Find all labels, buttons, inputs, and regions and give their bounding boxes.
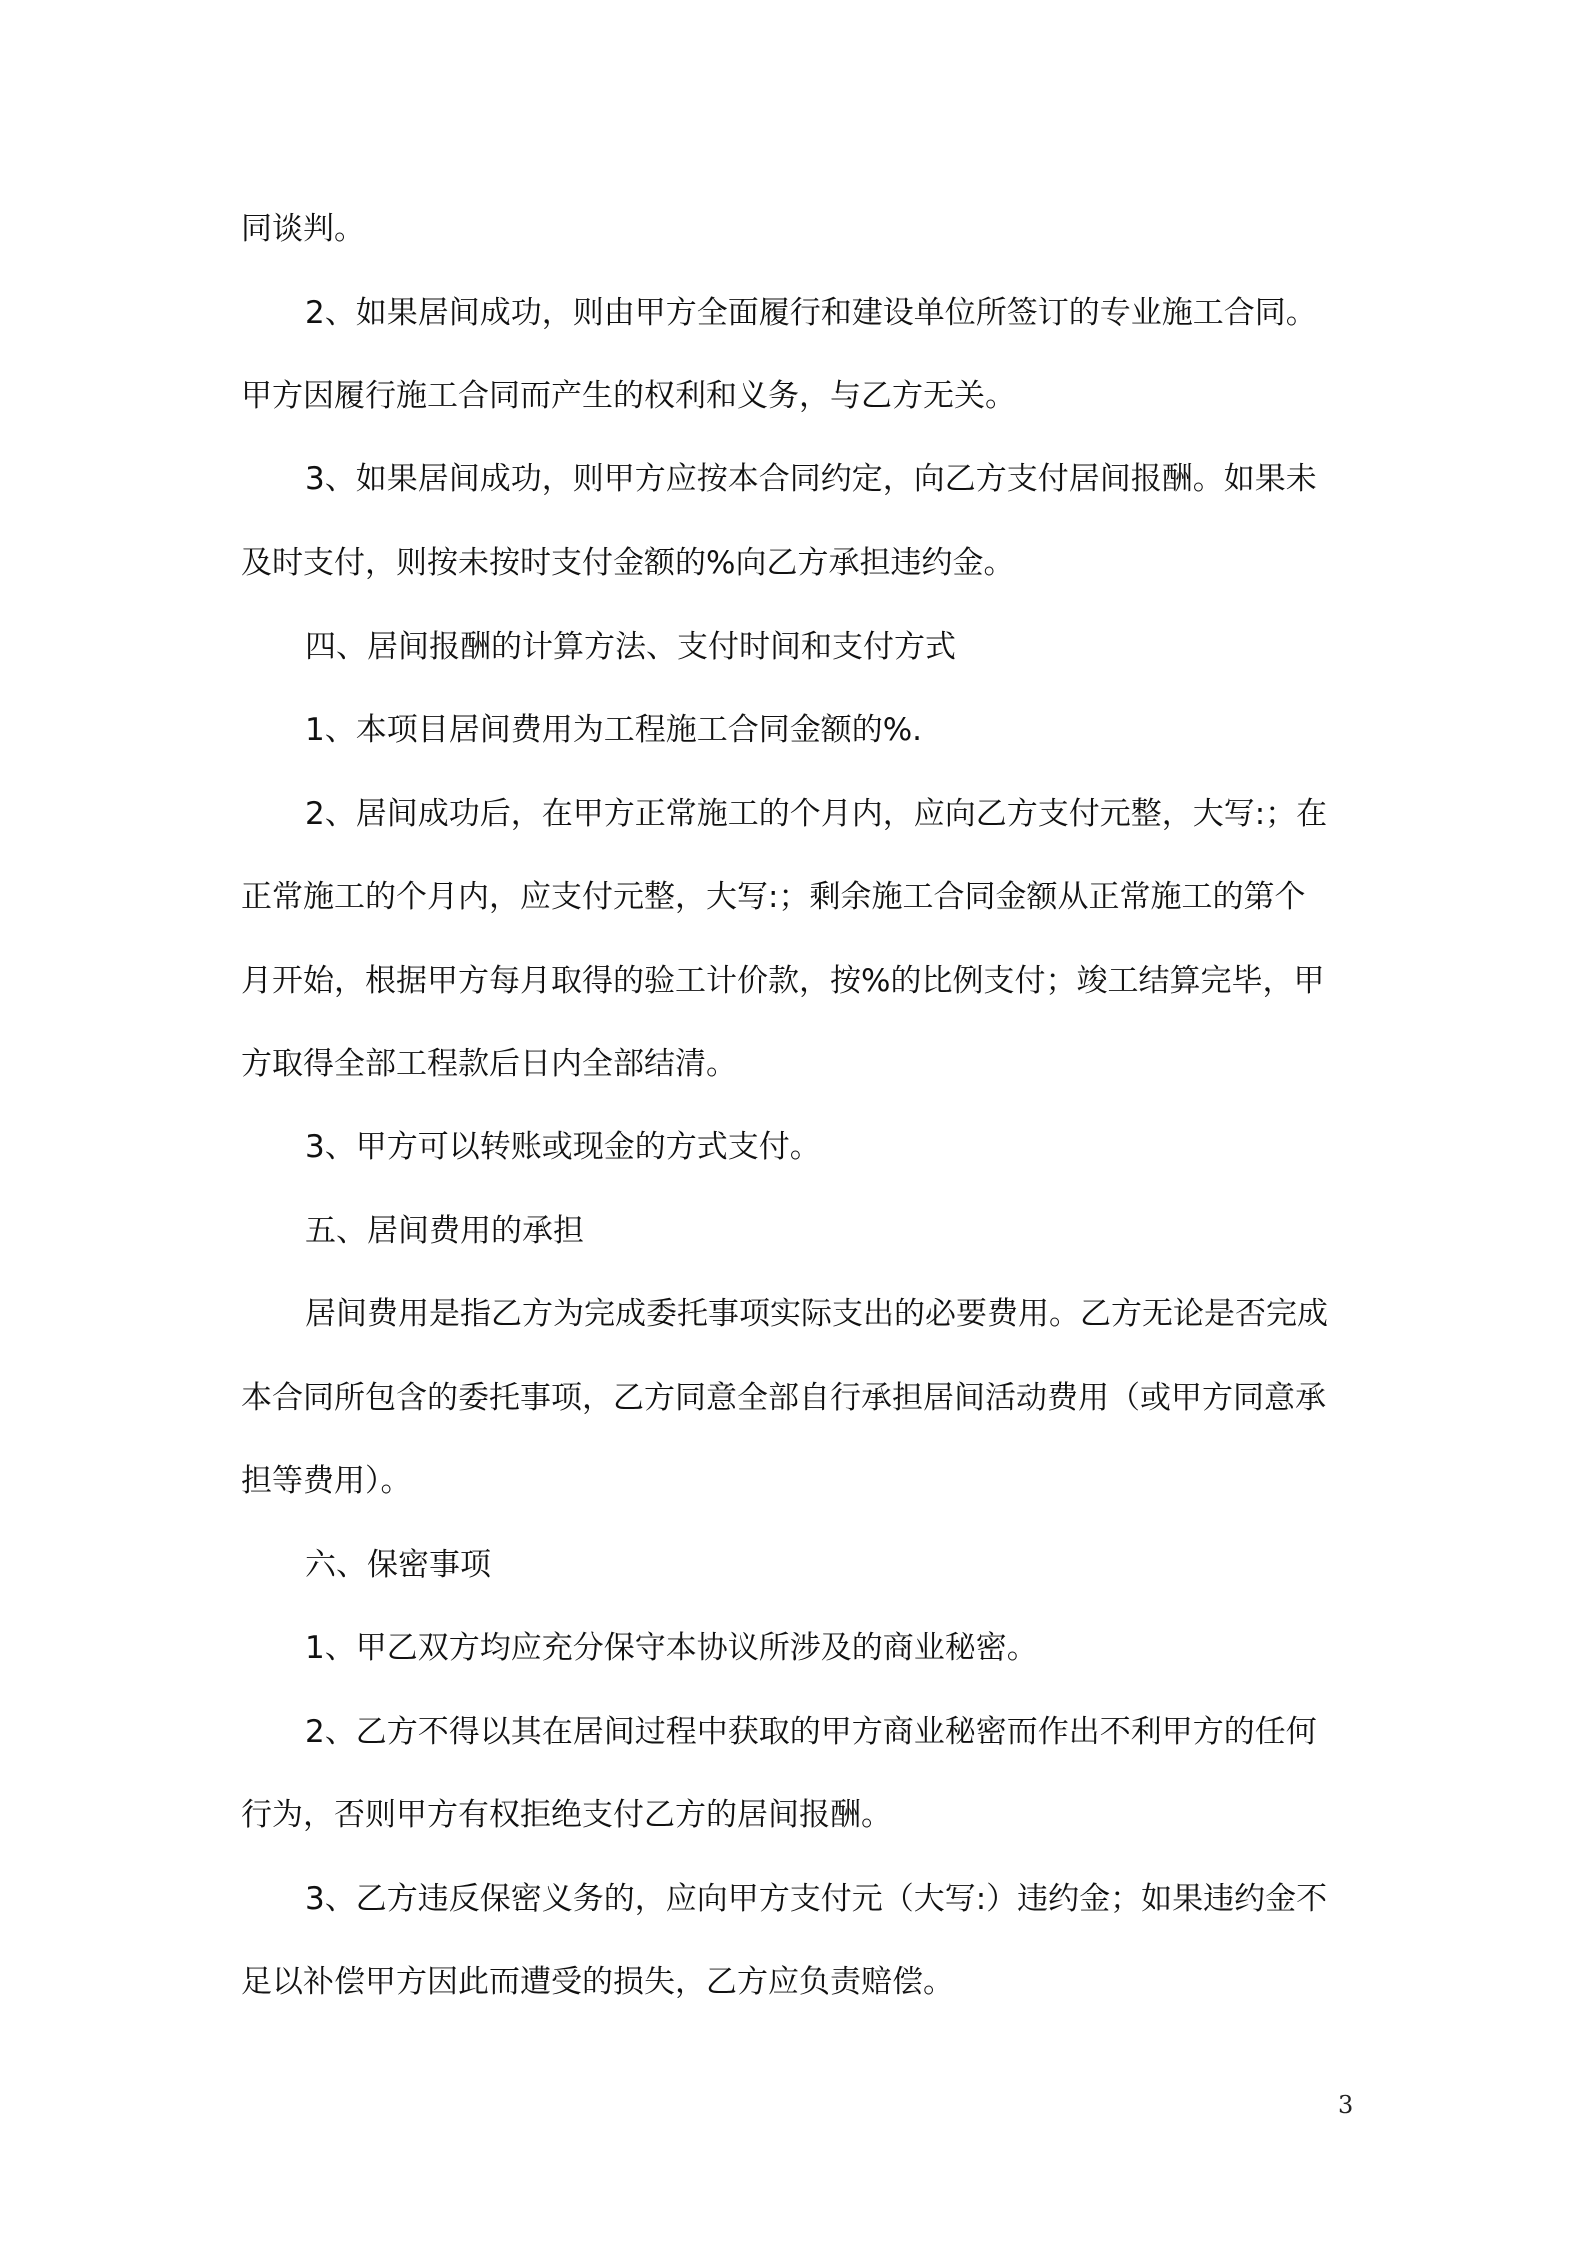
text-line: 1、本项目居间费用为工程施工合同金额的%. [305,712,923,748]
text-line: 及时支付，则按未按时支付金额的%向乙方承担违约金。 [241,545,1015,581]
text-line: 行为，否则甲方有权拒绝支付乙方的居间报酬。 [241,1797,892,1833]
section-heading: 四、居间报酬的计算方法、支付时间和支付方式 [305,629,956,665]
text-line: 足以补偿甲方因此而遭受的损失，乙方应负责赔偿。 [241,1964,954,2000]
text-line: 3、乙方违反保密义务的，应向甲方支付元（大写:）违约金；如果违约金不 [305,1881,1328,1917]
page-number: 3 [1338,2091,1354,2119]
text-line: 1、甲乙双方均应充分保守本协议所涉及的商业秘密。 [305,1630,1038,1666]
text-line: 同谈判。 [241,211,365,247]
text-line: 甲方因履行施工合同而产生的权利和义务，与乙方无关。 [241,378,1016,414]
text-line: 居间费用是指乙方为完成委托事项实际支出的必要费用。乙方无论是否完成 [305,1296,1328,1332]
text-line: 2、居间成功后，在甲方正常施工的个月内，应向乙方支付元整，大写:；在 [305,796,1328,832]
text-line: 本合同所包含的委托事项，乙方同意全部自行承担居间活动费用（或甲方同意承 [241,1380,1326,1416]
text-line: 2、乙方不得以其在居间过程中获取的甲方商业秘密而作出不利甲方的任何 [305,1714,1317,1750]
text-line: 2、如果居间成功，则由甲方全面履行和建设单位所签订的专业施工合同。 [305,295,1317,331]
text-line: 月开始，根据甲方每月取得的验工计价款，按%的比例支付；竣工结算完毕，甲 [241,963,1325,999]
text-line: 3、甲方可以转账或现金的方式支付。 [305,1129,821,1165]
section-heading: 六、保密事项 [305,1547,491,1583]
text-line: 3、如果居间成功，则甲方应按本合同约定，向乙方支付居间报酬。如果未 [305,461,1317,497]
text-line: 担等费用）。 [241,1463,412,1499]
section-heading: 五、居间费用的承担 [305,1213,584,1249]
text-line: 正常施工的个月内，应支付元整，大写:；剩余施工合同金额从正常施工的第个 [241,879,1306,915]
text-line: 方取得全部工程款后日内全部结清。 [241,1046,737,1082]
